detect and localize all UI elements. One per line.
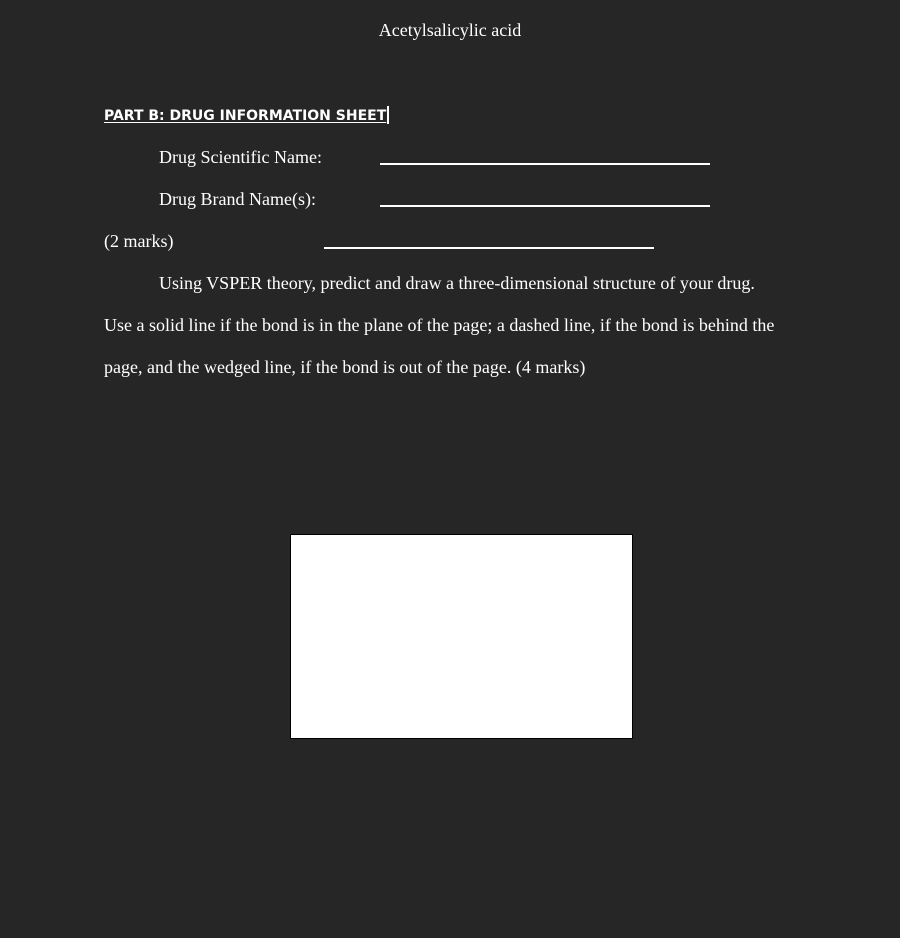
scientific-name-answer-line[interactable]	[380, 163, 710, 165]
text-cursor	[387, 106, 389, 124]
header-title: Acetylsalicylic acid	[378, 20, 522, 40]
instruction-line-2: Use a solid line if the bond is in the plane of the page; a dashed line, if the bond is behind the	[104, 315, 775, 335]
scientific-name-label: Drug Scientific Name:	[159, 147, 322, 167]
marks-label: (2 marks)	[104, 231, 174, 251]
marks-answer-line[interactable]	[324, 247, 654, 249]
instruction-line-1: Using VSPER theory, predict and draw a three-dimensional structure of your drug.	[159, 273, 755, 293]
structure-drawing-box[interactable]	[290, 534, 633, 739]
section-heading: PART B: DRUG INFORMATION SHEET	[104, 108, 387, 124]
instruction-line-3: page, and the wedged line, if the bond is out of the page. (4 marks)	[104, 357, 586, 377]
brand-name-label: Drug Brand Name(s):	[159, 189, 316, 209]
brand-name-answer-line[interactable]	[380, 205, 710, 207]
